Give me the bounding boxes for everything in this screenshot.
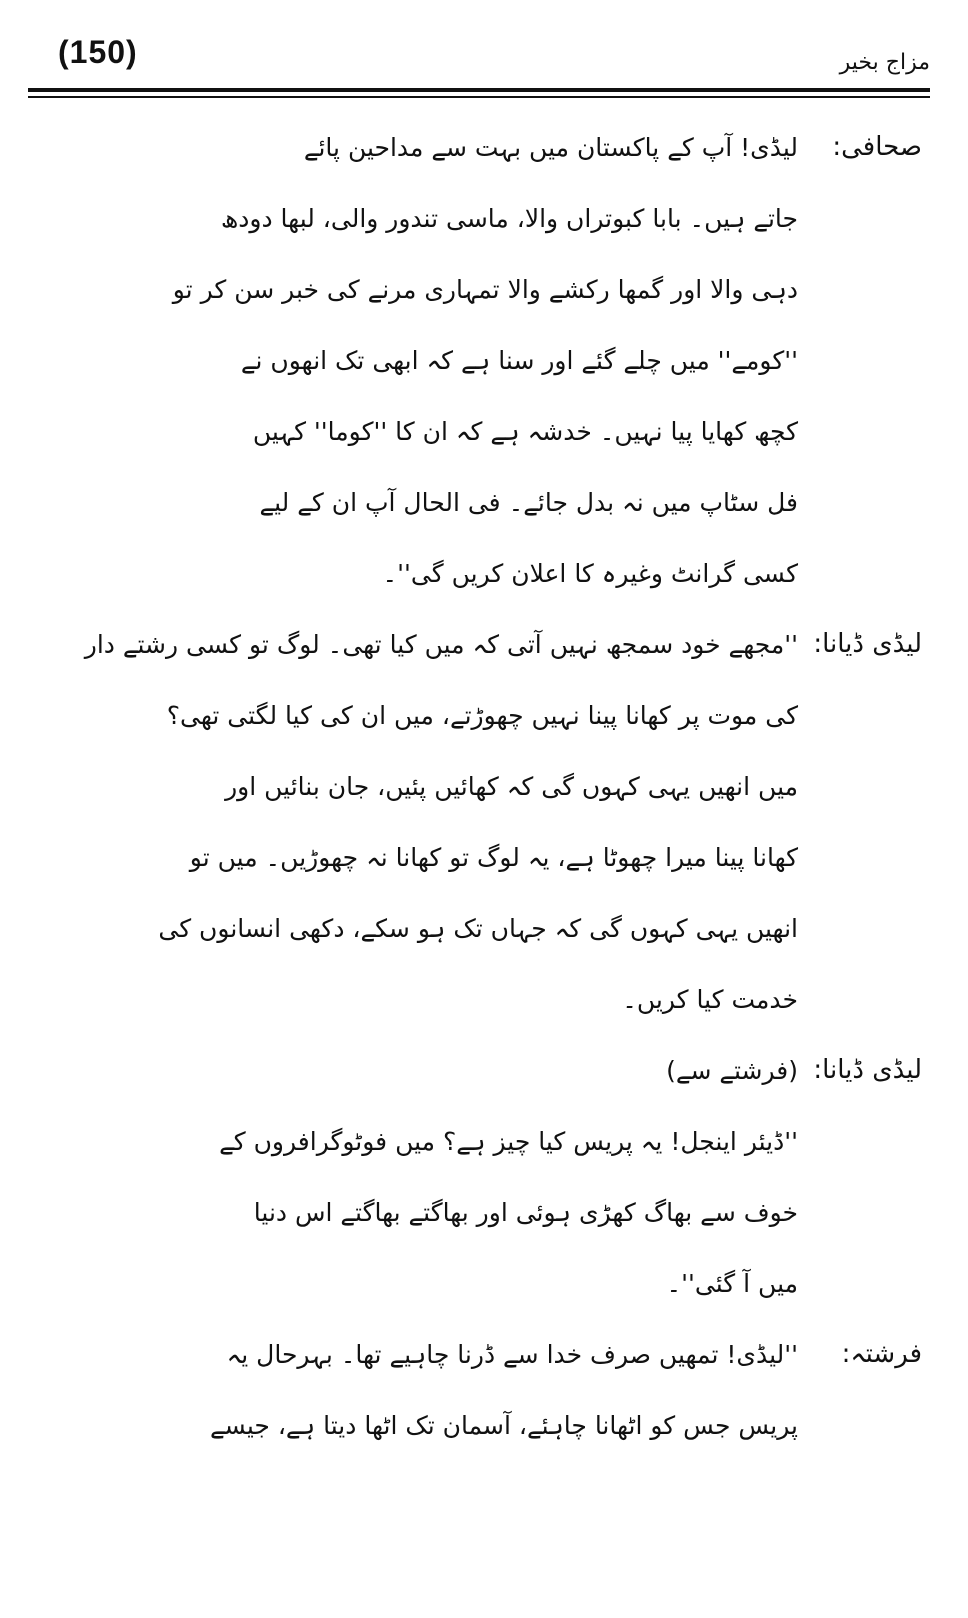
speech-text <box>84 609 798 1035</box>
speech-text <box>218 1106 798 1319</box>
text-line: خدمت کیا کریں۔ <box>622 985 798 1014</box>
dialogue-entry <box>96 1035 922 1106</box>
continuation-block <box>96 1106 922 1319</box>
text-line: ''مجھے خود سمجھ نہیں آتی کہ میں کیا تھی۔ لوگ تو کسی رشتے دار <box>84 630 798 659</box>
speaker-label: لیڈی ڈیانا: <box>813 629 922 659</box>
text-line: ''کومے'' میں چلے گئے اور سنا ہے کہ ابھی تک انھوں نے <box>240 346 798 375</box>
text-line: انھیں یہی کہوں گی کہ جہاں تک ہو سکے، دکھی انسانوں کی <box>158 914 798 943</box>
header-rule-thin <box>28 96 930 98</box>
speaker-label: لیڈی ڈیانا: <box>813 1055 922 1085</box>
speaker-label: فرشتہ: <box>841 1339 922 1369</box>
text-line: کھانا پینا میرا چھوٹا ہے، یہ لوگ تو کھانا نہ چھوڑیں۔ میں تو <box>189 843 798 872</box>
dialogue-body <box>84 112 922 1461</box>
speech-text <box>172 112 798 609</box>
text-line: ''ڈیئر اینجل! یہ پریس کیا چیز ہے؟ میں فوٹوگرافروں کے <box>219 1127 798 1156</box>
text-line: جاتے ہیں۔ بابا کبوتراں والا، ماسی تندور والی، لبھا دودھ <box>220 204 798 233</box>
text-line: کسی گرانٹ وغیرہ کا اعلان کریں گی''۔ <box>382 559 798 588</box>
text-line: ''لیڈی! تمھیں صرف خدا سے ڈرنا چاہیے تھا۔ بہرحال یہ <box>226 1340 798 1369</box>
header-rule-thick <box>28 88 930 92</box>
page-header <box>28 28 930 88</box>
stage-direction: (فرشتے سے) <box>666 1056 798 1085</box>
dialogue-entry <box>96 1319 922 1461</box>
text-line: میں انھیں یہی کہوں گی کہ کھائیں پئیں، جان بنائیں اور <box>225 772 798 801</box>
speech-text <box>209 1319 798 1461</box>
dialogue-entry <box>84 609 922 1035</box>
text-line: پریس جس کو اٹھانا چاہئے، آسمان تک اٹھا دیتا ہے، جیسے <box>209 1411 798 1440</box>
text-line: کچھ کھایا پیا نہیں۔ خدشہ ہے کہ ان کا ''کوما'' کہیں <box>252 417 798 446</box>
text-line: خوف سے بھاگ کھڑی ہوئی اور بھاگتے بھاگتے اس دنیا <box>253 1198 798 1227</box>
text-line: میں آ گئی''۔ <box>666 1269 798 1298</box>
speech-text <box>218 1035 798 1106</box>
text-line: فل سٹاپ میں نہ بدل جائے۔ فی الحال آپ ان کے لیے <box>259 488 798 517</box>
running-title: مزاج بخیر <box>839 50 930 75</box>
speaker-label: صحافی: <box>832 132 922 162</box>
text-line: کی موت پر کھانا پینا نہیں چھوڑتے، میں ان کی کیا لگتی تھی؟ <box>166 701 798 730</box>
dialogue-entry <box>96 112 922 609</box>
text-line: لیڈی! آپ کے پاکستان میں بہت سے مداحین پائے <box>303 133 798 162</box>
page-number: (150) <box>58 34 138 70</box>
text-line: دہی والا اور گمھا رکشے والا تمہاری مرنے کی خبر سن کر تو <box>172 275 798 304</box>
